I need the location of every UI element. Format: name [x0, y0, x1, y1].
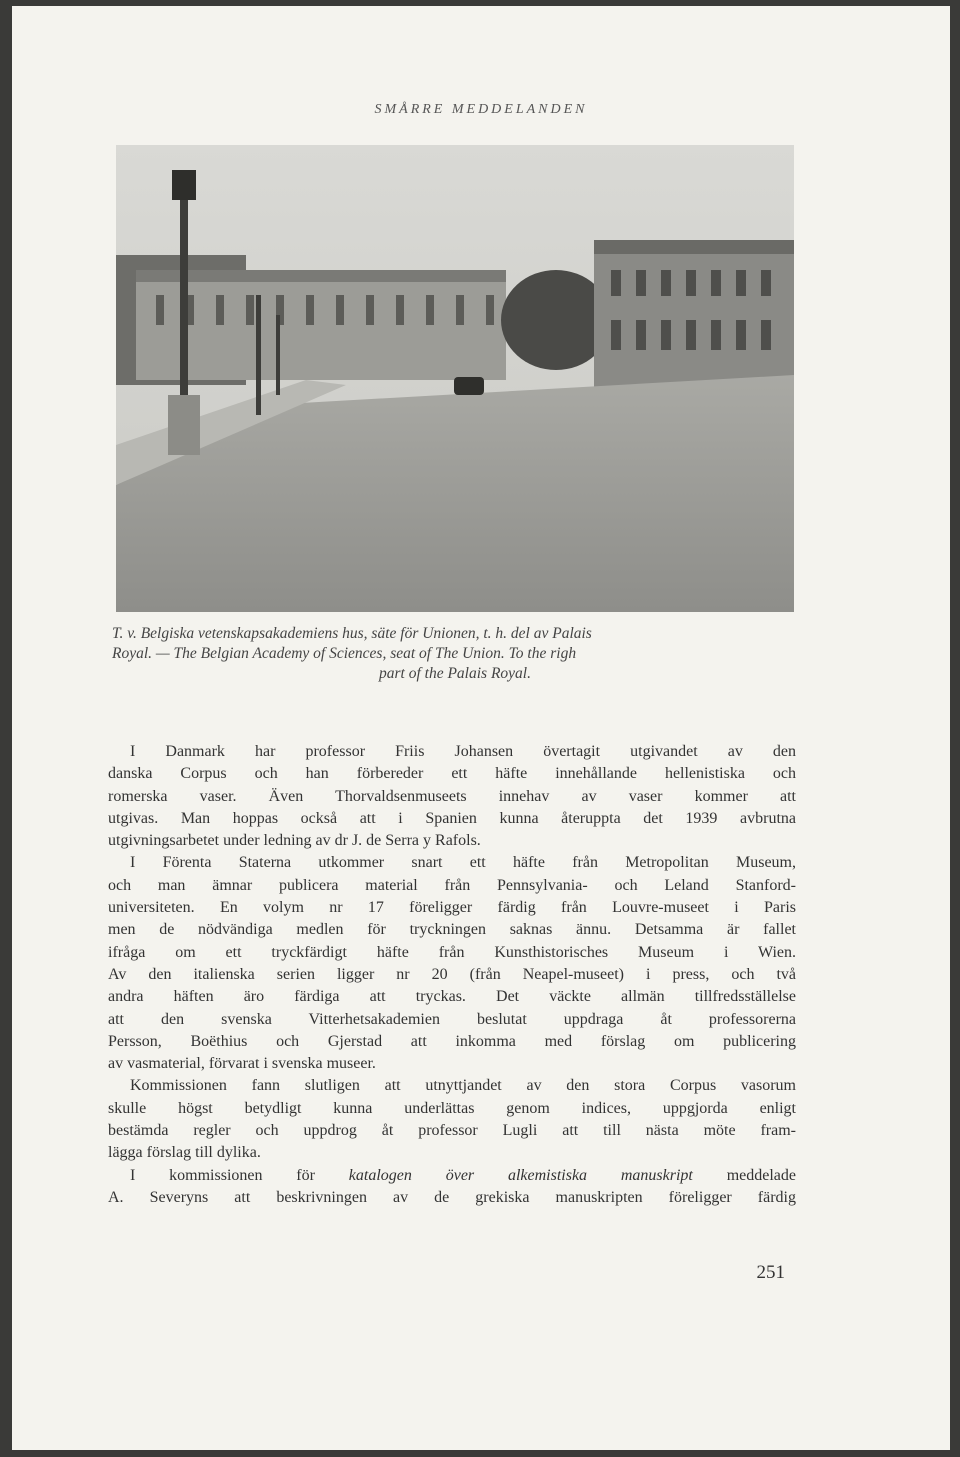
text-line: Kommissionen fann slutligen att utnyttjandet av den stora Corpus vasorum — [130, 1077, 796, 1095]
text-line: men de nödvändiga medlen för tryckningen saknas ännu. Detsamma är fallet — [108, 921, 796, 939]
photograph — [116, 145, 794, 612]
text-line: universiteten. En volym nr 17 föreligger färdig från Louvre-museet i Paris — [108, 899, 796, 917]
photograph-of-palais-square — [116, 145, 794, 612]
text-line: utgivas. Man hoppas också att i Spanien kunna återuppta det 1939 avbrutna — [108, 809, 796, 827]
text-fragment: meddelade — [692, 1166, 797, 1184]
photo-caption — [112, 624, 798, 684]
text-line: av vasmaterial, förvarat i svenska museer. — [108, 1055, 376, 1073]
text-line — [108, 1165, 796, 1187]
text-line: ifråga om ett tryckfärdigt häfte från Kunsthistorisches Museum i Wien. — [108, 943, 796, 961]
text-line: Persson, Boëthius och Gjerstad att inkomma med förslag om publicering — [108, 1032, 796, 1050]
text-line: lägga förslag till dylika. — [108, 1144, 261, 1162]
text-fragment: I kommissionen för — [130, 1166, 349, 1184]
text-line: bestämda regler och uppdrog åt professor Lugli att till nästa möte fram- — [108, 1122, 796, 1140]
text-line: att den svenska Vitterhetsakademien beslutat uppdraga åt professorerna — [108, 1010, 796, 1028]
text-line: I Förenta Staterna utkommer snart ett häfte från Metropolitan Museum, — [130, 854, 796, 872]
caption-line: T. v. Belgiska vetenskapsakademiens hus, säte för Unionen, t. h. del av Palais — [112, 625, 592, 642]
text-line: andra häften äro färdiga att tryckas. Det väckte allmän tillfredsställelse — [108, 988, 796, 1006]
caption-line: Royal. — The Belgian Academy of Sciences, seat of The Union. To the righ — [112, 645, 577, 662]
running-head: SMÅRRE MEDDELANDEN — [374, 102, 588, 117]
italic-title: katalogen över alkemistiska manuskript — [348, 1166, 693, 1184]
caption-line: part of the Palais Royal. — [379, 665, 531, 682]
text-line: Av den italienska serien ligger nr 20 (från Neapel-museet) i press, och två — [108, 965, 796, 983]
text-line: och man ämnar publicera material från Pennsylvania- och Leland Stanford- — [108, 876, 796, 894]
text-line: utgivningsarbetet under ledning av dr J. de Serra y Rafols. — [108, 832, 481, 850]
book-page — [12, 6, 950, 1450]
page-number: 251 — [756, 1262, 785, 1283]
text-line: skulle högst betydligt kunna underlättas genom indices, uppgjorda enligt — [108, 1099, 796, 1117]
text-line: A. Severyns att beskrivningen av de grekiska manuskripten föreligger färdig — [108, 1188, 796, 1206]
text-line: I Danmark har professor Friis Johansen övertagit utgivandet av den — [130, 743, 796, 760]
text-line: romerska vaser. Även Thorvaldsenmuseets innehav av vaser kommer att — [108, 787, 796, 805]
body-text — [108, 741, 796, 1209]
text-line: danska Corpus och han förbereder ett häfte innehållande hellenistiska och — [108, 765, 796, 783]
